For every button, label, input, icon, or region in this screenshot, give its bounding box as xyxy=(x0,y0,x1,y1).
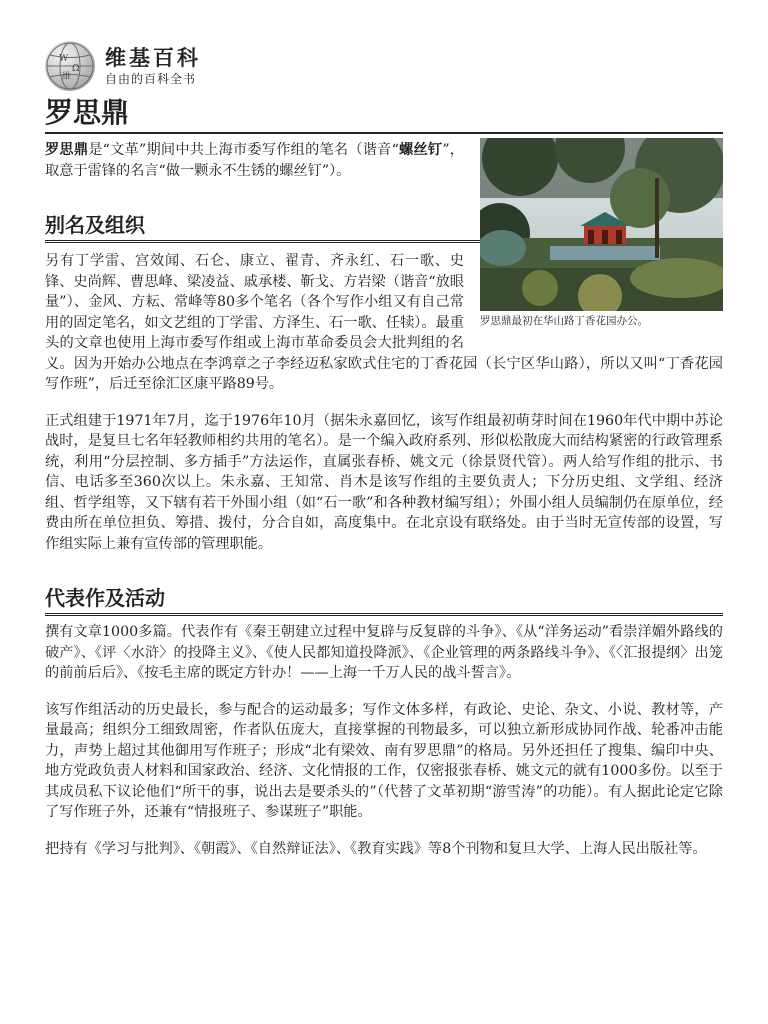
site-tagline: 自由的百科全书 xyxy=(105,72,197,86)
section-paragraph: 撰有文章1000多篇。代表作有《秦王朝建立过程中复辟与反复辟的斗争》、《从“洋务运动”看崇洋媚外路线的破产》、《评〈水浒〉的投降主义》、《使人民都知道投降派》、《企业管理的两条路线斗争》、《〈汇报提纲〉出笼的前前后后》、《按毛主席的既定方针办！——上海一千万人民的战斗誓言》。 xyxy=(45,624,723,681)
svg-text:維: 維 xyxy=(62,72,72,82)
site-name: 维基百科 xyxy=(105,45,201,70)
figure-caption: 罗思鼎最初在华山路丁香花园办公。 xyxy=(480,315,648,327)
article-page xyxy=(45,40,723,859)
wikipedia-globe-icon[interactable] xyxy=(45,41,95,91)
article-figure xyxy=(480,138,723,328)
section-paragraph: 该写作组活动的历史最长，参与配合的运动最多；写作文体多样，有政论、史论、杂文、小说、教材等，产量最高；组织分工细致周密，作者队伍庞大，直接掌握的刊物最多，可以独立新形成协同作战、轮番冲击能力，声势上超过其他御用写作班子；形成“北有梁效、南有罗思鼎”的格局。另外还担任了搜集、编印中央、地方党政负责人材料和国家政治、经济、文化情报的工作，仅密报张春桥、姚文元的就有1000多份。以至于其成员私下议论他们“所干的事，说出去是要杀头的”（代替了文革初期“游雪涛”的功能）。有人据此论定它除了写作班子外，还兼有“情报班子、参谋班子”职能。 xyxy=(45,701,723,820)
section-paragraph: 另有丁学雷、宫效闻、石仑、康立、翟青、齐永红、石一歌、史锋、史尚辉、曹思峰、梁凌益、戚承楼、靳戈、方岩梁（谐音“放眼量”）、金风、方耘、常峰等80多个笔名（各个写作小组又有自己常用的固定笔名，如文艺组的丁学雷、方泽生、石一歌、任犊）。最重头的文章也使用上海市委写作组或上海市革命委员会大批判组的名义。因为开始办公地点在李鸿章之子李经迈私家欧式住宅的丁香花园（长宁区华山路），所以又叫“丁香花园写作班”，后迁至徐汇区康平路89号。 xyxy=(45,253,723,392)
intro-subject: 罗思鼎 xyxy=(45,142,89,158)
svg-text:Ω: Ω xyxy=(72,64,80,74)
site-brand[interactable] xyxy=(105,45,201,87)
section-heading-works: 代表作及活动 xyxy=(45,584,723,616)
svg-text:W: W xyxy=(59,54,69,64)
section-paragraph: 正式组建于1971年7月，迄于1976年10月（据朱永嘉回忆，该写作组最初萌芽时间在1960年代中期中苏论战时，是复旦七名年轻教师相约共用的笔名）。是一个编入政府系列、形似松散庞大而结构紧密的行政管理系统，利用“分层控制、多方插手”方法运作，直属张春桥、姚文元（徐景贤代管）。两人给写作组的批示、书信、电话多至360次以上。朱永嘉、王知常、肖木是该写作组的主要负责人；下分历史组、文学组、经济组、哲学组等，又下辖有若干外围小组（如“石一歌”和各种教材编写组）；外围小组人员编制仍在原单位，经费由所在单位担负、筹措、拨付，分合自如，高度集中。在北京设有联络处。由于当时无宣传部的设置，写作组实际上兼有宣传部的管理职能。 xyxy=(45,412,723,552)
page-title: 罗思鼎 xyxy=(45,96,723,134)
section-paragraph: 把持有《学习与批判》、《朝霞》、《自然辩证法》、《教育实践》等8个刊物和复旦大学、上海人民出版社等。 xyxy=(45,840,707,857)
intro-homophone: 螺丝钉 xyxy=(398,142,443,158)
site-header xyxy=(45,40,723,92)
section-heading-aliases: 别名及组织 xyxy=(45,211,723,243)
intro-text-2: ”，取意于雷锋的名言“做一颗永不生锈的螺丝钉”）。 xyxy=(45,142,464,179)
intro-text-1: 是“文革”期间中共上海市委写作组的笔名（谐音“ xyxy=(88,142,399,158)
garden-photo[interactable] xyxy=(480,138,723,311)
